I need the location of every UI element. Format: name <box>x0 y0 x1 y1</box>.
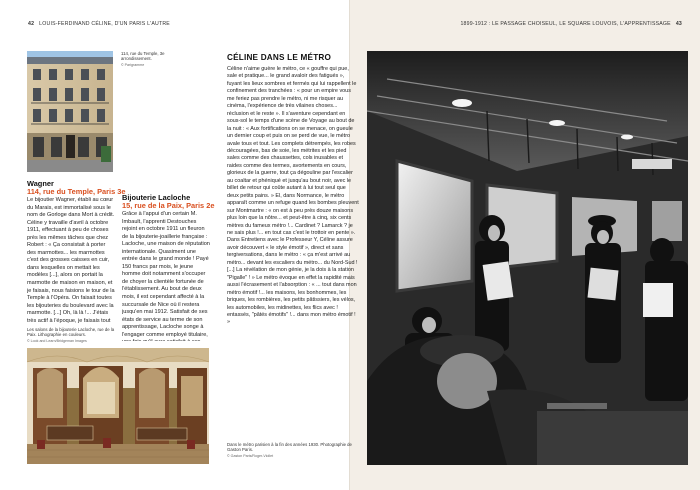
wagner-address: 114, rue du Temple, Paris 3e <box>27 187 126 196</box>
photo-credit-top: © Parigramme <box>121 62 145 67</box>
metro-photo-caption-text: Dans le métro parisien à la fin des années 1930. Photographie de Gaston Paris. <box>227 442 352 453</box>
lacloche-text <box>122 211 210 341</box>
metro-photo-caption <box>227 442 359 459</box>
building-photo <box>27 51 113 172</box>
salon-lithograph <box>27 348 209 464</box>
lacloche-paragraph: Grâce à l'appui d'un certain M. Imbault, l'apprenti Destouches rejoint en octobre 1911 un fleuron de la bijouterie-joaillerie française : Lacloche, une maison de réputation internationale. Quasiment une entrée dans le grand monde ! Payé 150 francs par mois, le jeune homme doit notamment s'occuper de choyer la clientèle fortunée de l'établissement. Au bout de deux mois, il est cependant affecté à la succursale de Nice où il restera jusqu'en mai 1912. Satisfait de ses états de service au terme de son apprentissage, Lacloche songe à l'engager comme employé titulaire, <box>122 211 210 338</box>
wagner-paragraph: Le bijoutier Wagner, établi au cœur du Marais, est immortalisé sous le nom de Gorloge dans Mort à crédit. Céline y travaille d'avril à octobre 1911, effectuant à peu de choses près les mêmes tâches que chez Robert : « Ça consistait à porter des marmottes... les marmottes c'est des grosses caisses en cuir, dans lesquelles on mettait les modèles [...], alors on portait la marmotte de maison en maison, et je faisais, nous faisions le tour de la Temple à l'Opéra. On faisait toutes les bijouteries du boulevard avec la marmotte. [...] Oh, là là !... J'étais très actif à l'époque, je faisais tout <box>27 197 115 323</box>
wagner-title: Wagner <box>27 179 54 188</box>
section-title: CÉLINE DANS LE MÉTRO <box>227 53 332 62</box>
photo-caption-bottom-text: Les salons de la bijouterie Lacloche, rue de la Paix. Lithographie en couleurs. <box>27 327 115 338</box>
photo-caption-top <box>121 51 181 68</box>
photo-caption-bottom <box>27 327 115 344</box>
lacloche-address: 15, rue de la Paix, Paris 2e <box>122 201 215 210</box>
running-head-left <box>28 21 170 27</box>
metro-text <box>227 66 359 439</box>
running-head-right <box>460 21 682 27</box>
building-illustration <box>27 51 113 172</box>
metro-paragraph: Céline n'aime guère le métro, ce « gouffre qui pue, sale et pratique... le grand avaloir des fatigués », fuyant les lieux sombres et fermés qui lui rappellent le confinement des tranchées : « pour un empire vous me feriez pas prendre le métro, ni me risquer au cinéma, l'expérience de très vilaines choses... réclusion et le reste ». Il s'aventure cependant en sous-sol le temps d'une scène de Voyage au bout de la nuit : « Aux fortifications on se menace, on gueule un dernier coup et puis on se perd de vue, le métro avale tous et tout. Les complets détrempés, les robes découragées, bas de soie, les métrites et les pied sales comme des chaussettes, cols inusables et raides comme des termes, avortements en cours, glorieux de la guerre, tout ça dégouline par l'escalier au coaltar et phéniqué et jusqu'au bout noir, avec le billet de retour qui coûte autant à lui tout seul que deux petits pains. » El, dans Normance, le métro apparaît comme un refuge quand les bombes pleuvent sur Montmartre : « on est à peu près douze maisons plus loin que la nôtre... et peut-être à cinq, six cents mètres du fameux métro !... Cardinet ? Lamarck ? je ne sais plus !... en tout cas c'est le trottoir en pente ». Dans Entretiens avec le Professeur Y, Céline assure avoir découvert « le style émotif », direct et sans tergiversations, dans le métro : « ça m'est arrivé au métro... devant les escaliers du métro... du Nord-Sud ! [...] La révélation de mon génie, je la dois à la station "Pigalle" ! » Le métro évoque en effet la rapidité mais aussi l'écrasement et l'absorption : « ... tout dans mon métro émotif !... les maisons, les bonhommes, les briques, les rombières, les petits pâtissiers, les vélos, les automobiles, les midinettes, les flics avec ! entassés, "pâtés émotifs" !... dans mon métro émotif ! » <box>227 66 359 326</box>
photo-caption-top-text: 114, rue du Temple, 3e arrondissement. <box>121 51 165 62</box>
salon-illustration <box>27 348 209 464</box>
wagner-text <box>27 197 115 323</box>
metro-photo <box>367 51 688 465</box>
metro-photo-credit: © Gaston Paris/Roger-Viollet <box>227 453 274 458</box>
photo-credit-bottom: © Look and Learn/Bridgeman Images <box>27 338 87 343</box>
running-head-right-text: 1899-1912 : LE PASSAGE CHOISEUL, LE SQUARE LOUVOIS, L'APPRENTISSAGE <box>460 21 671 27</box>
lacloche-title: Bijouterie Lacloche <box>122 193 191 202</box>
metro-interior-illustration <box>367 51 688 465</box>
page-number-right: 43 <box>675 21 682 27</box>
page-number-left: 42 <box>28 21 35 27</box>
running-head-left-text: LOUIS-FERDINAND CÉLINE, D'UN PARIS L'AUTRE <box>39 21 170 27</box>
